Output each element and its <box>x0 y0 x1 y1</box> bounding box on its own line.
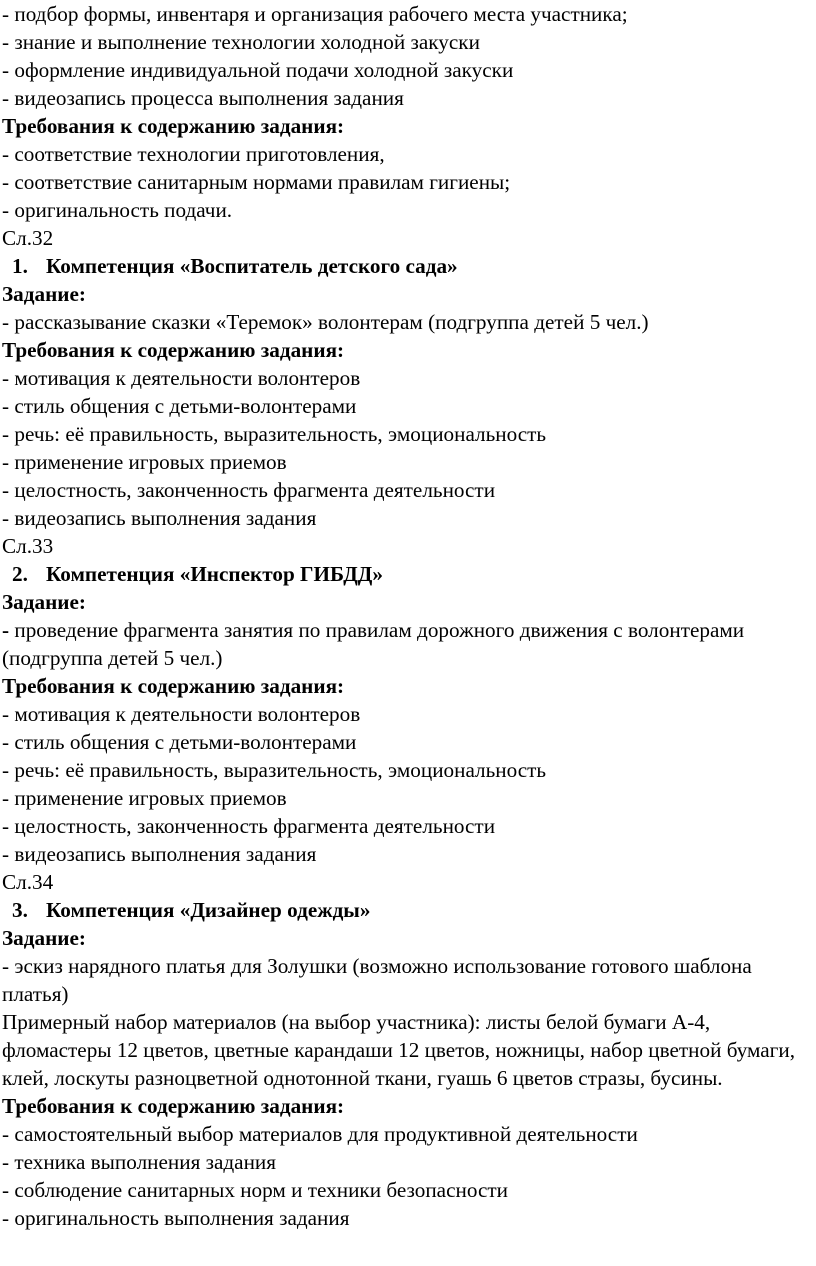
requirement-item: - оригинальность подачи. <box>2 198 233 222</box>
requirements-label: Требования к содержанию задания: <box>2 1094 345 1118</box>
slide-number: Сл.34 <box>2 870 54 894</box>
section-title: Компетенция «Дизайнер одежды» <box>46 898 371 922</box>
intro-item: - оформление индивидуальной подачи холодной закуски <box>2 58 514 82</box>
requirement-item: - видеозапись выполнения задания <box>2 842 317 866</box>
requirement-item: - соответствие санитарным нормами правилам гигиены; <box>2 170 511 194</box>
section-number: 2. <box>12 562 28 586</box>
task-text-body: проведение фрагмента занятия по правилам дорожного движения с волонтерами (подгруппа детей 5 чел.) <box>2 618 745 670</box>
requirement-item: - стиль общения с детьми-волонтерами <box>2 394 357 418</box>
requirement-item: - оригинальность выполнения задания <box>2 1206 350 1230</box>
section-heading <box>2 896 816 924</box>
intro-item: - видеозапись процесса выполнения задания <box>2 86 404 110</box>
requirement-item: - соблюдение санитарных норм и техники безопасности <box>2 1178 508 1202</box>
section-heading <box>2 560 816 588</box>
slide-number: Сл.32 <box>2 226 54 250</box>
requirement-item: - стиль общения с детьми-волонтерами <box>2 730 357 754</box>
task-text: - рассказывание сказки «Теремок» волонтерам (подгруппа детей 5 чел.) <box>2 310 649 334</box>
requirement-item: - применение игровых приемов <box>2 450 287 474</box>
task-label: Задание: <box>2 926 86 950</box>
requirements-label: Требования к содержанию задания: <box>2 114 345 138</box>
requirement-item: - применение игровых приемов <box>2 786 287 810</box>
section-heading <box>2 252 816 280</box>
slide-number: Сл.33 <box>2 534 54 558</box>
requirement-item: - самостоятельный выбор материалов для продуктивной деятельности <box>2 1122 638 1146</box>
task-text <box>2 616 816 672</box>
requirement-item: - видеозапись выполнения задания <box>2 506 317 530</box>
requirement-item: - соответствие технологии приготовления, <box>2 142 385 166</box>
requirements-label: Требования к содержанию задания: <box>2 674 345 698</box>
task-dash: - <box>2 618 10 642</box>
materials-text: Примерный набор материалов (на выбор участника): листы белой бумаги А-4, фломастеры 12 цветов, цветные карандаши 12 цветов, ножницы, набор цветной бумаги, клей, лоскуты разноцветной однотонной ткани, гуашь 6 цветов стразы, бусины. <box>2 1010 796 1090</box>
requirement-item: - техника выполнения задания <box>2 1150 276 1174</box>
requirement-item: - целостность, законченность фрагмента деятельности <box>2 814 496 838</box>
section-title: Компетенция «Воспитатель детского сада» <box>46 254 458 278</box>
requirement-item: - мотивация к деятельности волонтеров <box>2 702 361 726</box>
task-label: Задание: <box>2 590 86 614</box>
task-label: Задание: <box>2 282 86 306</box>
requirement-item: - мотивация к деятельности волонтеров <box>2 366 361 390</box>
requirement-item: - речь: её правильность, выразительность, эмоциональность <box>2 422 547 446</box>
section-title: Компетенция «Инспектор ГИБДД» <box>46 562 383 586</box>
requirement-item: - речь: её правильность, выразительность, эмоциональность <box>2 758 547 782</box>
intro-item: - подбор формы, инвентаря и организация рабочего места участника; <box>2 2 628 26</box>
section-number: 1. <box>12 254 28 278</box>
requirement-item: - целостность, законченность фрагмента деятельности <box>2 478 496 502</box>
task-text: - эскиз нарядного платья для Золушки (возможно использование готового шаблона платья) <box>2 954 752 1006</box>
requirements-label: Требования к содержанию задания: <box>2 338 345 362</box>
intro-item: - знание и выполнение технологии холодной закуски <box>2 30 480 54</box>
section-number: 3. <box>12 898 28 922</box>
